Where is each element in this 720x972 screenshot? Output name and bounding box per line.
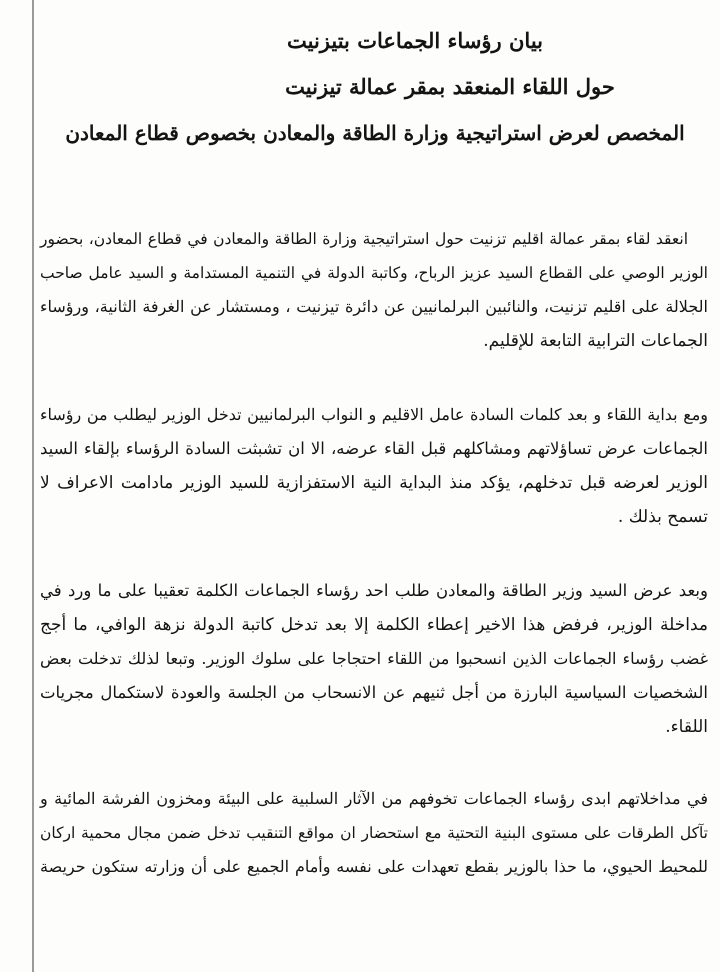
paragraph — [40, 222, 708, 358]
paragraph-line: تسمح بذلك . — [617, 507, 708, 527]
paragraph-line: في مداخلاتهم ابدى رؤساء الجماعات تخوفهم من الآثار السلبية على البيئة ومخزون الفرشة المائية و — [40, 789, 708, 808]
paragraph-line: وبعد عرض السيد وزير الطاقة والمعادن طلب احد رؤساء الجماعات الكلمة تعقيبا على ما ورد في — [40, 581, 708, 600]
document-body — [40, 222, 708, 884]
paragraph-line: الجلالة على اقليم تزنيت، والنائبين البرلمانيين عن دائرة تيزنيت ، ومستشار عن الغرفة الثانية، ورؤساء — [40, 297, 708, 316]
paragraph-line: انعقد لقاء بمقر عمالة اقليم تزنيت حول استراتيجية وزارة الطاقة والمعادن في قطاع المعادن، بحضور — [40, 230, 688, 248]
paragraph-line: الجماعات الترابية التابعة للإقليم. — [483, 331, 708, 351]
paragraph-line: الوزير لعرضه قبل تدخلهم، يؤكد منذ البداية النية الاستفزازية للسيد الوزير مادامت الاعراف لا — [40, 473, 708, 493]
page-margin-rule — [32, 0, 34, 972]
paragraph-line: الوزير الوصي على القطاع السيد عزيز الرباح، وكاتبة الدولة في التنمية المستدامة و السيد عامل صاحب — [40, 264, 708, 282]
paragraph — [40, 782, 708, 884]
paragraph — [40, 574, 708, 744]
paragraph-line: تآكل الطرقات على مستوى البنية التحتية مع استحضار ان مواقع التنقيب تدخل ضمن مجال محمية اركان — [40, 824, 708, 842]
paragraph-line: مداخلة الوزير، فرفض هذا الاخير إعطاء الكلمة إلا بعد تدخل كاتبة الدولة نزهة الوافي، ما أجج — [40, 615, 708, 635]
paragraph-line: غضب رؤساء الجماعات الذين انسحبوا من اللقاء احتجاجا على سلوك الوزير. وتبعا لذلك تدخلت بعض — [40, 649, 708, 668]
document-subtitle: حول اللقاء المنعقد بمقر عمالة تيزنيت — [285, 74, 615, 99]
paragraph-line: الشخصيات السياسية البارزة من أجل ثنيهم عن الانسحاب من الجلسة والعودة لاستكمال مجريات — [40, 683, 708, 702]
document-subject: المخصص لعرض استراتيجية وزارة الطاقة والمعادن بخصوص قطاع المعادن — [65, 121, 685, 145]
paragraph-line: للمحيط الحيوي، ما حذا بالوزير بقطع تعهدات على نفسه وأمام الجميع على أن وزارته ستكون حريصة — [40, 857, 708, 876]
document-title-block — [60, 18, 690, 156]
paragraph-line: اللقاء. — [665, 717, 708, 737]
document-title: بيان رؤساء الجماعات بتيزنيت — [286, 28, 544, 53]
paragraph — [40, 398, 708, 534]
paragraph-line: الجماعات عرض تساؤلاتهم ومشاكلهم قبل القاء عرضه، الا ان تشبثت السادة الرؤساء بإلقاء السيد — [40, 439, 708, 458]
paragraph-line: ومع بداية اللقاء و بعد كلمات السادة عامل الاقليم و النواب البرلمانيين تدخل الوزير ليطلب من رؤساء — [40, 405, 708, 424]
